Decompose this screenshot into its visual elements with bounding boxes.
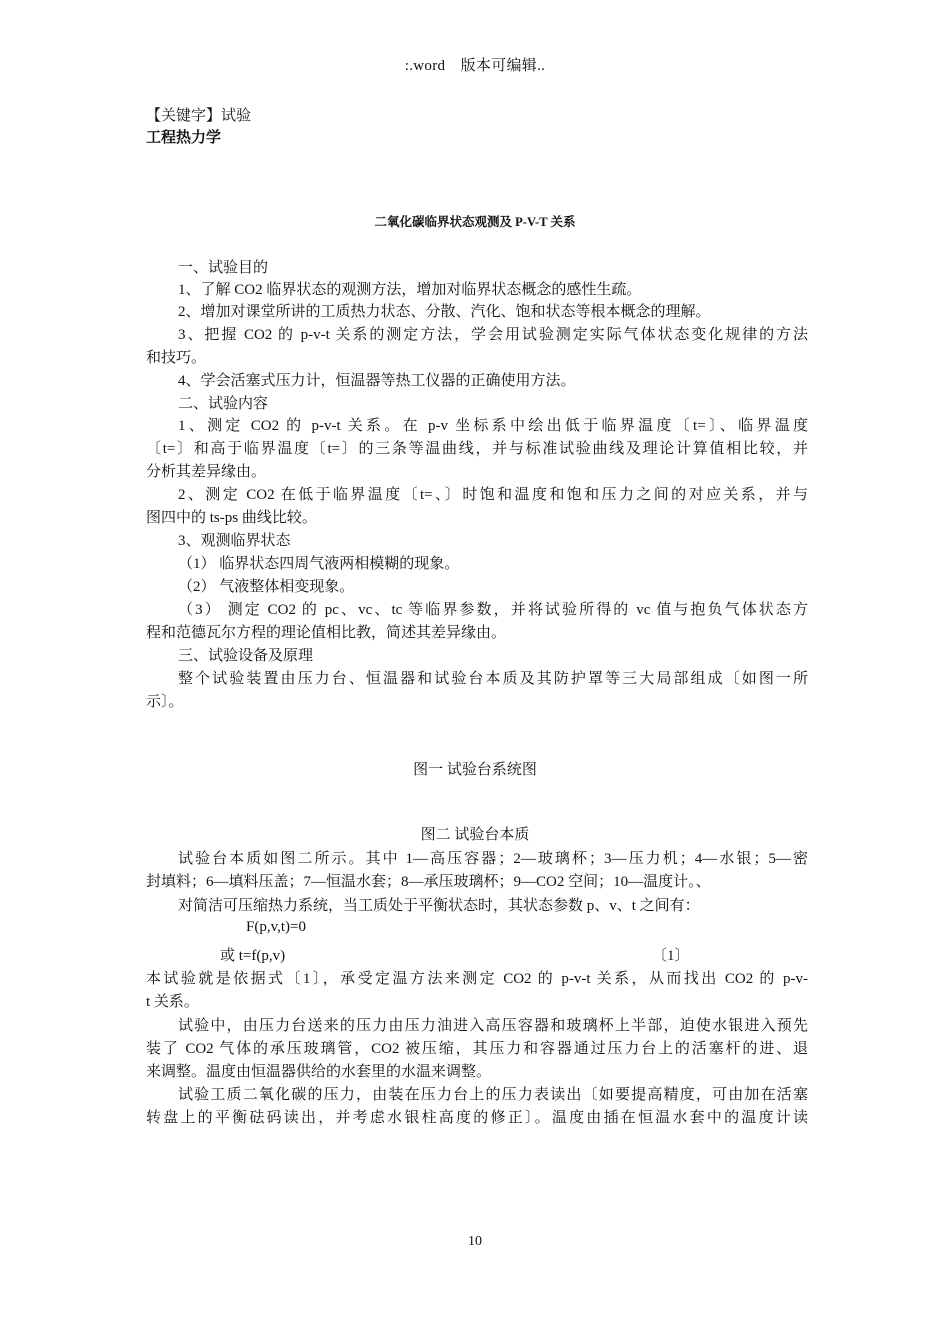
paragraph-line: 〔t=〕和高于临界温度〔t=〕的三条等温曲线，并与标准试验曲线及理论计算值相比较，并 <box>146 441 808 457</box>
keywords-line: 【关键字】试验 <box>146 108 252 124</box>
figure2-caption: 图二 试验台本质 <box>420 827 530 843</box>
paragraph-line: 试验工质二氧化碳的压力，由装在压力台上的压力表读出〔如要提高精度，可由加在活塞 <box>178 1087 808 1103</box>
equation-number: 〔1〕 <box>652 948 690 964</box>
paragraph-line: 试验台本质如图二所示。其中 1—高压容器；2—玻璃杯；3—压力机；4—水银；5—密 <box>178 851 808 867</box>
equation-2: 或 t=f(p,v) <box>220 948 286 964</box>
paragraph-line: 来调整。温度由恒温器供给的水套里的水温来调整。 <box>146 1064 492 1080</box>
paragraph-line: 分析其差异缘由。 <box>146 464 267 480</box>
equation-1: F(p,v,t)=0 <box>246 919 306 935</box>
paragraph-line: 装了 CO2 气体的承压玻璃管，CO2 被压缩，其压力和容器通过压力台上的活塞杆的进、退 <box>146 1041 808 1057</box>
paragraph-line: t 关系。 <box>146 994 199 1010</box>
doc-title: 二氧化碳临界状态观测及 P-V-T 关系 <box>374 215 576 229</box>
paragraph-line: 3、观测临界状态 <box>178 533 291 549</box>
paragraph-line: 2、增加对课堂所讲的工质热力状态、分散、汽化、饱和状态等根本概念的理解。 <box>178 304 711 320</box>
paragraph-line: 2、测定 CO2 在低于临界温度〔t=、〕时饱和温度和饱和压力之间的对应关系，并与 <box>178 487 808 503</box>
page-header: :.word 版本可编辑.. <box>404 58 546 74</box>
paragraph-line: 1、测定 CO2 的 p-v-t 关系。在 p-v 坐标系中绘出低于临界温度〔t=〕、临界温度 <box>178 418 808 434</box>
paragraph-line: 对简洁可压缩热力系统，当工质处于平衡状态时，其状态参数 p、v、t 之间有： <box>178 898 700 914</box>
section-heading: 一、试验目的 <box>178 260 269 276</box>
paragraph-line: 试验中，由压力台送来的压力由压力油进入高压容器和玻璃杯上半部，迫使水银进入预先 <box>178 1018 808 1034</box>
paragraph-line: （1） 临界状态四周气液两相模糊的现象。 <box>178 556 460 572</box>
paragraph-line: 和技巧。 <box>146 350 207 366</box>
page-number: 10 <box>468 1234 482 1249</box>
figure1-caption: 图一 试验台系统图 <box>413 762 537 778</box>
section-heading: 三、试验设备及原理 <box>178 648 314 664</box>
paragraph-line: 4、学会活塞式压力计，恒温器等热工仪器的正确使用方法。 <box>178 373 576 389</box>
paragraph-line: 封填料；6—填料压盖；7—恒温水套；8—承压玻璃杯；9—CO2 空间；10—温度计。、 <box>146 874 711 890</box>
paragraph-line: （3） 测定 CO2 的 pc、vc、tc 等临界参数，并将试验所得的 vc 值与抱负气体状态方 <box>178 602 808 618</box>
paragraph-line: （2） 气液整体相变现象。 <box>178 579 355 595</box>
paragraph-line: 整个试验装置由压力台、恒温器和试验台本质及其防护罩等三大局部组成〔如图一所 <box>178 671 808 687</box>
section-heading: 二、试验内容 <box>178 396 269 412</box>
paragraph-line: 转盘上的平衡砝码读出，并考虑水银柱高度的修正〕。温度由插在恒温水套中的温度计读 <box>146 1110 808 1126</box>
paragraph-line: 3、把握 CO2 的 p-v-t 关系的测定方法，学会用试验测定实际气体状态变化规律的方法 <box>178 327 808 343</box>
paragraph-line: 程和范德瓦尔方程的理论值相比教，简述其差异缘由。 <box>146 625 507 641</box>
paragraph-line: 本试验就是依据式〔1〕，承受定温方法来测定 CO2 的 p-v-t 关系，从而找出 CO2 的 p-v- <box>146 971 808 987</box>
paragraph-line: 示〕。 <box>146 694 184 710</box>
paragraph-line: 图四中的 ts-ps 曲线比较。 <box>146 510 317 526</box>
subject-line: 工程热力学 <box>146 129 222 146</box>
paragraph-line: 1、了解 CO2 临界状态的观测方法，增加对临界状态概念的感性生疏。 <box>178 282 642 298</box>
